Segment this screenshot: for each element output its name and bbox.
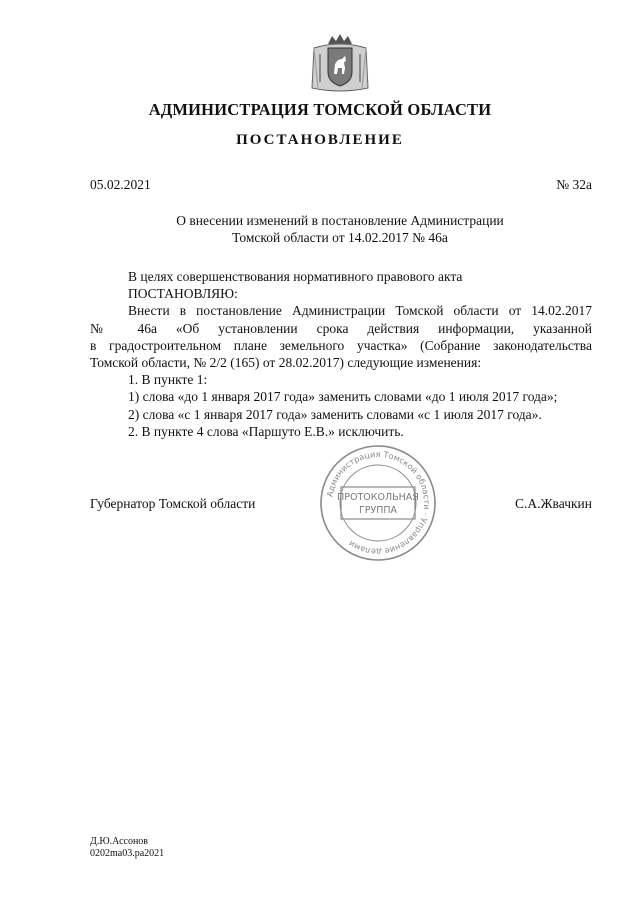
signer-name: С.А.Жвачкин — [514, 496, 592, 511]
signer-title: Губернатор Томской области — [90, 496, 256, 511]
stamp-center-line: ПРОТОКОЛЬНАЯ — [337, 492, 419, 503]
main-paragraph-line: в градостроительном плане земельного участка» (Собрание законодательства — [90, 337, 592, 353]
main-paragraph-line: № 46а «Об установлении срока действия информации, указанной — [90, 320, 592, 336]
list-item: 1. В пункте 1: — [128, 372, 208, 388]
coat-of-arms-icon — [308, 30, 372, 94]
intro-paragraph: В целях совершенствования нормативного правового акта — [128, 269, 463, 284]
document-number: № 32а — [556, 177, 592, 192]
footer-info — [90, 836, 164, 860]
resolve-heading: ПОСТАНОВЛЯЮ: — [128, 286, 238, 302]
document-date: 05.02.2021 — [90, 177, 151, 192]
stamp-ring-text: Администрация Томской области · Управление делами — [324, 448, 433, 558]
subject-line: О внесении изменений в постановление Администрации — [176, 213, 504, 228]
official-stamp — [318, 443, 438, 563]
stamp-center-line: ГРУППА — [358, 505, 398, 516]
main-paragraph-line: Томской области, № 2/2 (165) от 28.02.2017) следующие изменения: — [90, 355, 482, 371]
document-subject — [90, 212, 590, 246]
footer-code: 0202ma03.pa2021 — [90, 848, 165, 859]
organization-title: АДМИНИСТРАЦИЯ ТОМСКОЙ ОБЛАСТИ — [148, 100, 492, 119]
list-item: 2. В пункте 4 слова «Паршуто Е.В.» исключить. — [128, 423, 404, 439]
subject-line: Томской области от 14.02.2017 № 46а — [232, 230, 448, 245]
document-body — [90, 268, 592, 440]
list-item: 1) слова «до 1 января 2017 года» заменить словами «до 1 июля 2017 года»; — [128, 389, 558, 405]
list-item: 2) слова «с 1 января 2017 года» заменить словами «с 1 июля 2017 года». — [128, 406, 542, 422]
main-paragraph-line: Внести в постановление Администрации Томской области от 14.02.2017 — [128, 303, 592, 319]
footer-author: Д.Ю.Ассонов — [90, 836, 149, 847]
document-type: ПОСТАНОВЛЕНИЕ — [236, 132, 404, 148]
